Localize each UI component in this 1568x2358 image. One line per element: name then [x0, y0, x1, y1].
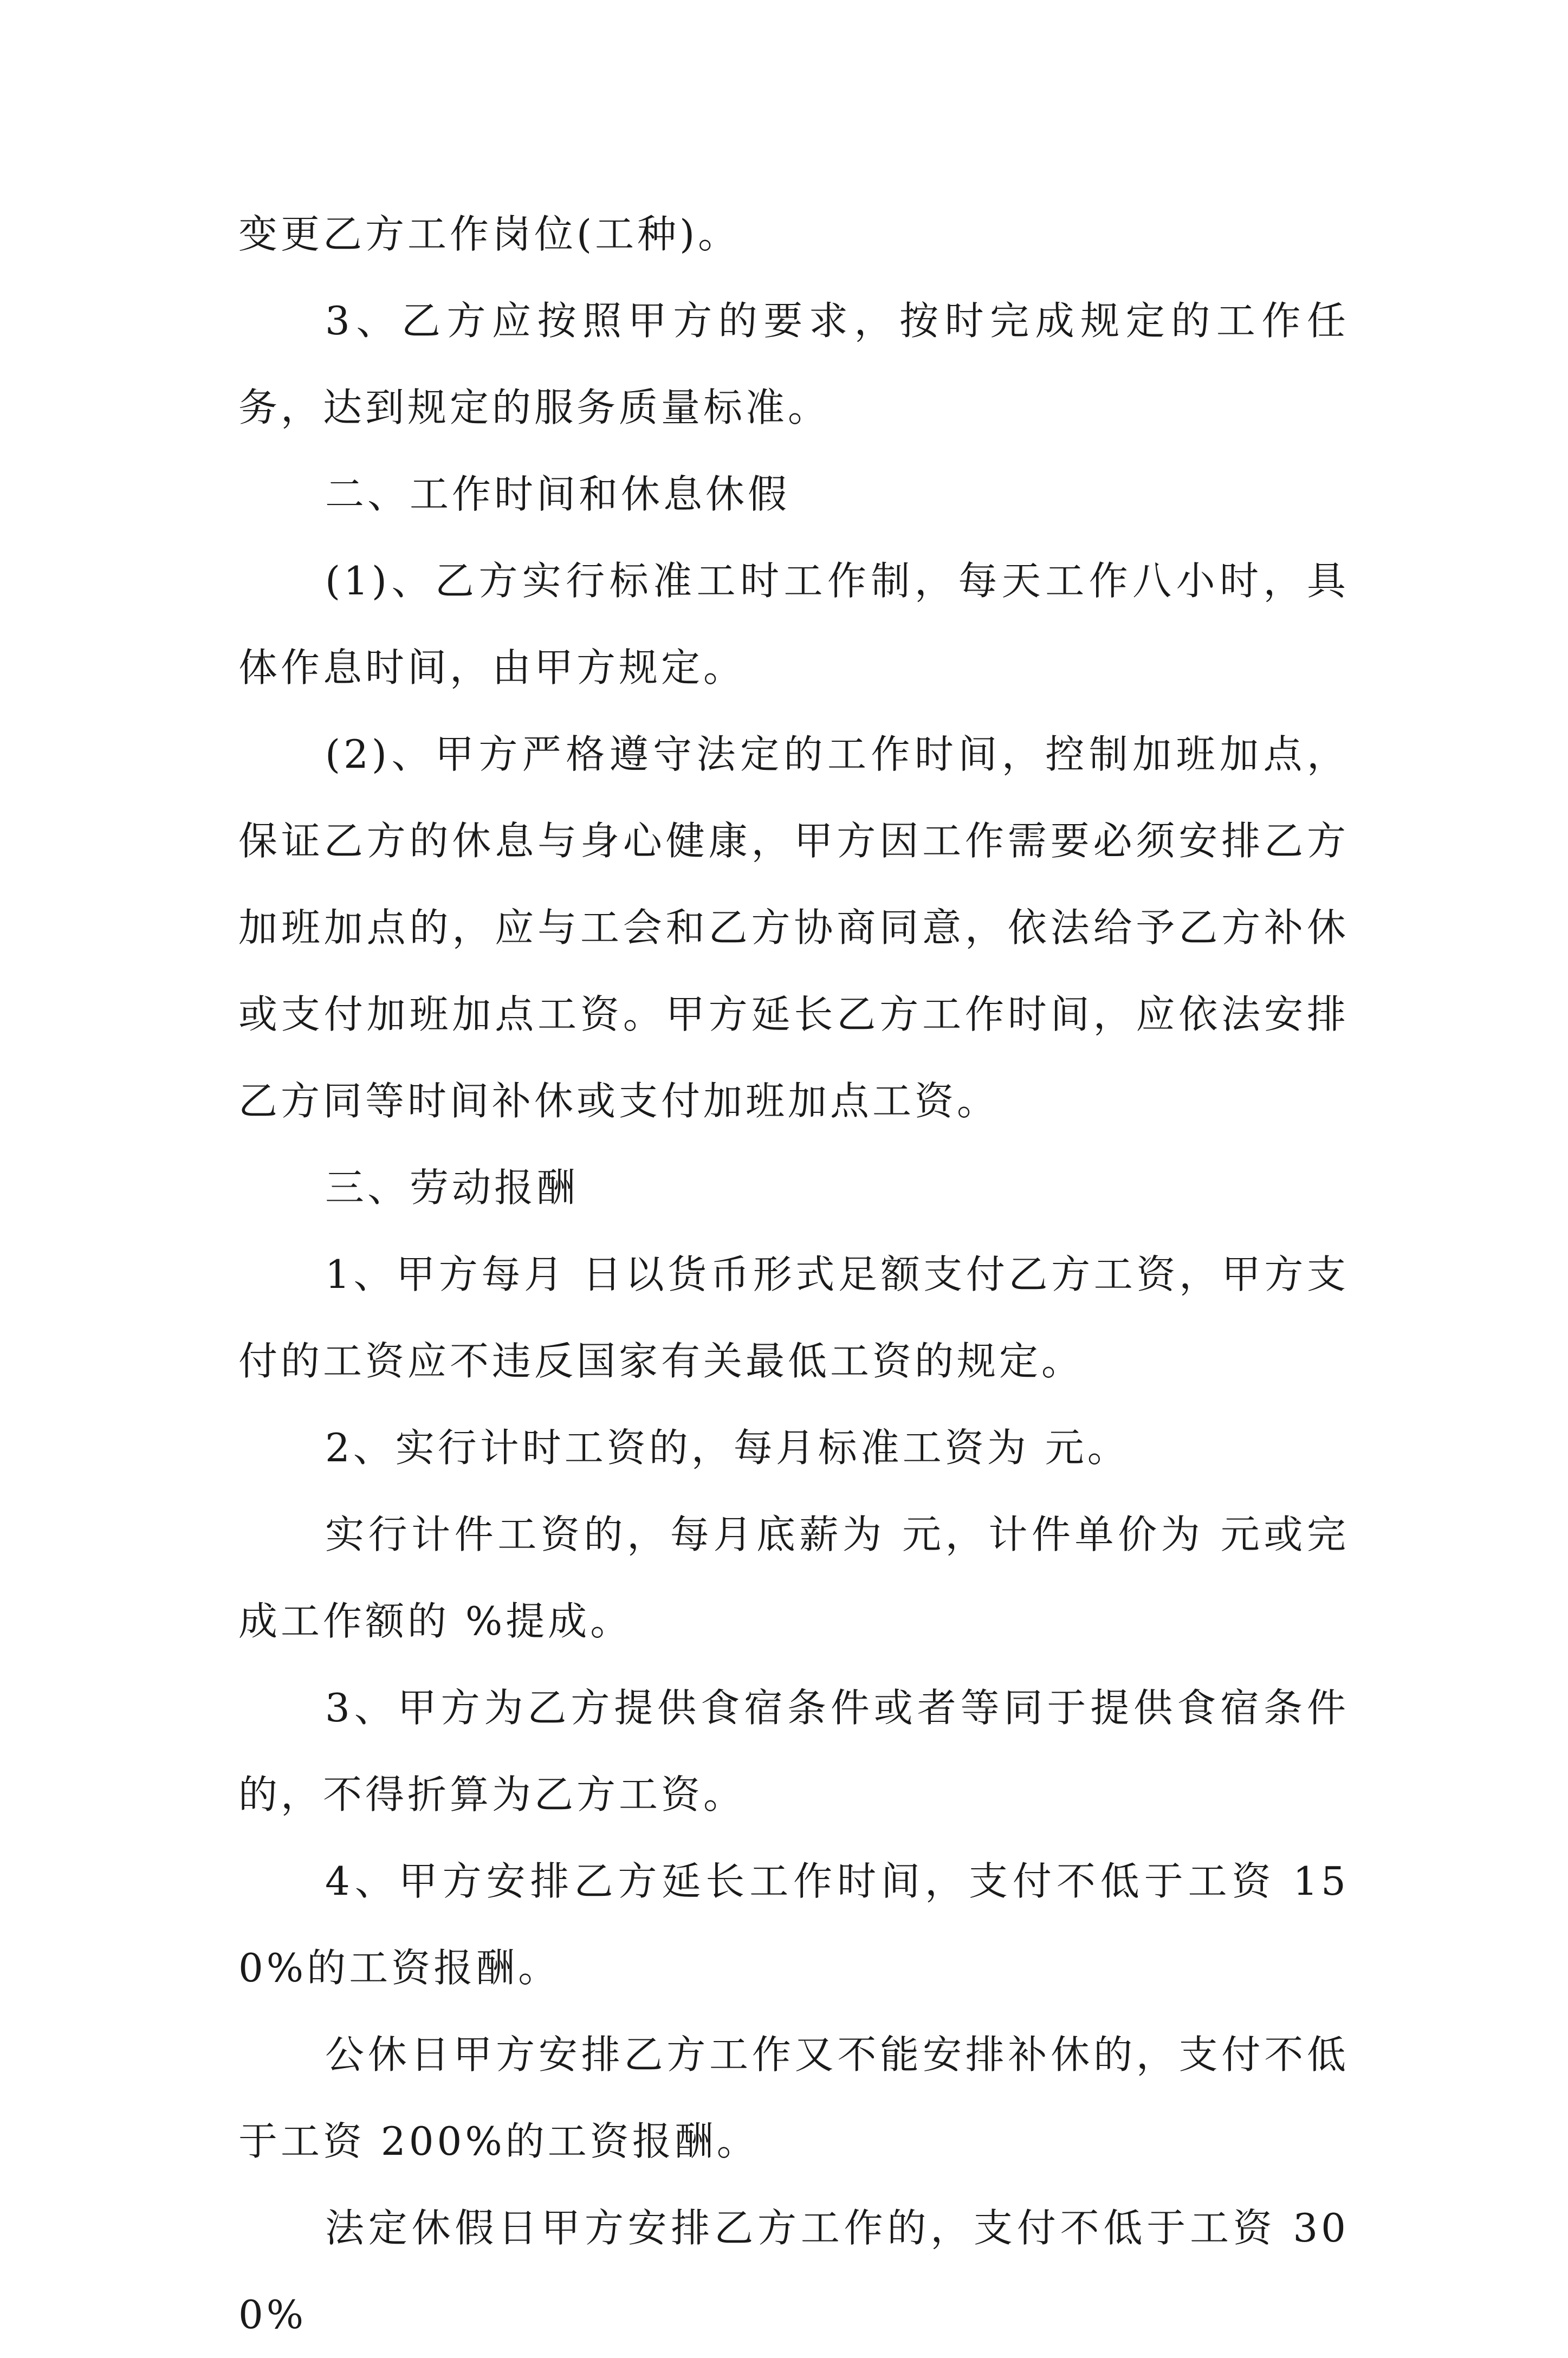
paragraph: (1)、乙方实行标准工时工作制，每天工作八小时，具体作息时间，由甲方规定。	[238, 558, 1349, 690]
paragraph: 法定休假日甲方安排乙方工作的，支付不低于工资 300%	[238, 2205, 1349, 2337]
paragraph: 3、乙方应按照甲方的要求，按时完成规定的工作任务，达到规定的服务质量标准。	[238, 298, 1349, 430]
paragraph: 1、甲方每月 日以货币形式足额支付乙方工资，甲方支付的工资应不违反国家有关最低工资的规定。	[238, 1252, 1349, 1384]
document-body	[238, 191, 1349, 2358]
paragraph: 实行计件工资的，每月底薪为 元，计件单价为 元或完成工作额的 %提成。	[238, 1512, 1349, 1644]
section-heading: 三、劳动报酬	[325, 1165, 579, 1210]
paragraph: 4、甲方安排乙方延长工作时间，支付不低于工资 150%的工资报酬。	[238, 1858, 1349, 1991]
paragraph: 公休日甲方安排乙方工作又不能安排补休的，支付不低于工资 200%的工资报酬。	[238, 2032, 1349, 2164]
paragraph: (2)、甲方严格遵守法定的工作时间，控制加班加点，保证乙方的休息与身心健康，甲方因工作需要必须安排乙方加班加点的，应与工会和乙方协商同意，依法给予乙方补休或支付加班加点工资。甲方延长乙方工作时间，应依法安排乙方同等时间补休或支付加班加点工资。	[238, 731, 1349, 1124]
paragraph: 3、甲方为乙方提供食宿条件或者等同于提供食宿条件的，不得折算为乙方工资。	[238, 1685, 1349, 1817]
paragraph: 变更乙方工作岗位(工种)。	[238, 211, 741, 257]
section-heading: 二、工作时间和休息休假	[325, 471, 791, 517]
paragraph: 2、实行计时工资的，每月标准工资为 元。	[325, 1425, 1130, 1470]
